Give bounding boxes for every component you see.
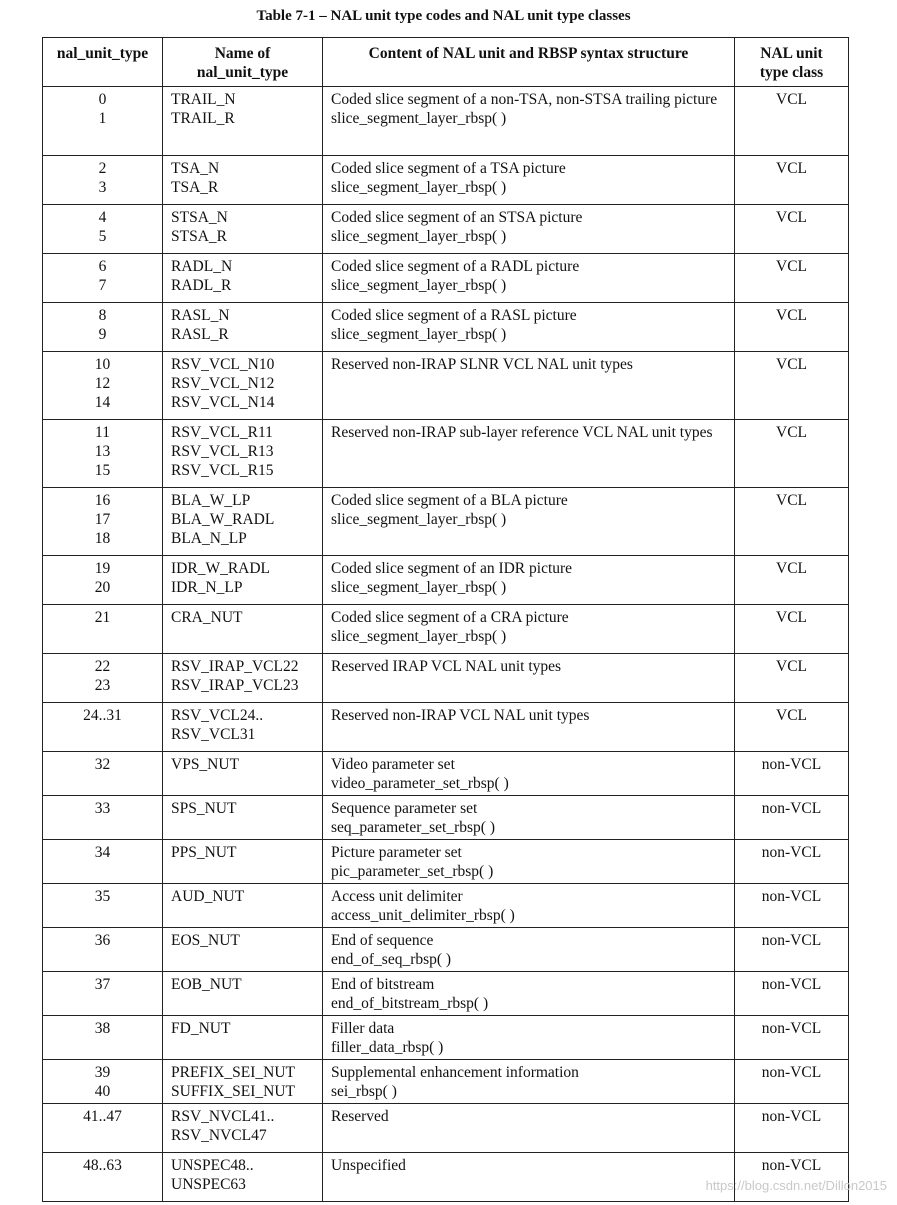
- nal-unit-name: RSV_VCL24..: [171, 707, 264, 724]
- type-class-cell: [735, 796, 849, 840]
- nal-unit-name: TRAIL_N: [171, 91, 236, 108]
- nal-unit-type-cell: [43, 928, 163, 972]
- content-cell: [323, 654, 735, 703]
- nal-unit-name-cell: [163, 1016, 323, 1060]
- type-class-cell: [735, 205, 849, 254]
- content-line: slice_segment_layer_rbsp( ): [331, 228, 507, 245]
- content-cell: [323, 352, 735, 420]
- type-class-value: non-VCL: [761, 976, 822, 993]
- nal-unit-name: RSV_IRAP_VCL22: [171, 658, 299, 675]
- nal-unit-name: RSV_VCL_R13: [171, 443, 274, 460]
- nal-unit-name: STSA_R: [171, 228, 227, 245]
- nal-unit-type-cell: [43, 1153, 163, 1202]
- nal-unit-name-cell: [163, 303, 323, 352]
- content-cell: [323, 605, 735, 654]
- content-cell: [323, 1060, 735, 1104]
- nal-unit-type-value: 24..31: [83, 707, 122, 724]
- nal-unit-type-value: 41..47: [83, 1108, 122, 1125]
- header-name: [163, 38, 323, 87]
- nal-unit-type-value: 48..63: [83, 1157, 122, 1174]
- content-line: Coded slice segment of a TSA picture: [331, 160, 566, 177]
- nal-unit-type-cell: [43, 796, 163, 840]
- nal-unit-name: UNSPEC48..: [171, 1157, 254, 1174]
- content-line: Picture parameter set: [331, 844, 462, 861]
- type-class-value: VCL: [776, 91, 807, 108]
- header-class-label-2: type class: [759, 64, 824, 81]
- type-class-cell: [735, 420, 849, 488]
- header-nal-unit-type: [43, 38, 163, 87]
- content-cell: [323, 1153, 735, 1202]
- table-row: [43, 605, 849, 654]
- nal-unit-type-cell: [43, 205, 163, 254]
- nal-unit-type-cell: [43, 752, 163, 796]
- table-row: [43, 1060, 849, 1104]
- type-class-cell: [735, 254, 849, 303]
- type-class-cell: [735, 1060, 849, 1104]
- nal-unit-type-value: 32: [94, 756, 111, 773]
- nal-unit-name-cell: [163, 752, 323, 796]
- nal-unit-type-value: 16: [94, 492, 111, 509]
- table-row: [43, 1104, 849, 1153]
- table-row: [43, 928, 849, 972]
- type-class-value: non-VCL: [761, 1020, 822, 1037]
- nal-unit-type-cell: [43, 303, 163, 352]
- nal-unit-name-cell: [163, 654, 323, 703]
- content-cell: [323, 703, 735, 752]
- content-line: End of sequence: [331, 932, 434, 949]
- header-name-label-2: nal_unit_type: [196, 64, 289, 81]
- content-cell: [323, 840, 735, 884]
- content-line: Unspecified: [331, 1157, 406, 1174]
- type-class-value: VCL: [776, 707, 807, 724]
- table-row: [43, 654, 849, 703]
- nal-unit-type-cell: [43, 420, 163, 488]
- type-class-cell: [735, 1016, 849, 1060]
- table-row: [43, 1016, 849, 1060]
- content-line: access_unit_delimiter_rbsp( ): [331, 907, 515, 924]
- content-cell: [323, 752, 735, 796]
- watermark-url: https://blog.csdn.net/Dillon2015: [705, 1178, 887, 1193]
- nal-unit-name: IDR_W_RADL: [171, 560, 271, 577]
- header-class: [735, 38, 849, 87]
- type-class-cell: [735, 605, 849, 654]
- nal-unit-name: TSA_R: [171, 179, 219, 196]
- nal-unit-name-cell: [163, 884, 323, 928]
- type-class-value: VCL: [776, 160, 807, 177]
- content-line: Reserved: [331, 1108, 389, 1125]
- content-line: Coded slice segment of a non-TSA, non-STSA trailing picture: [331, 91, 718, 108]
- content-cell: [323, 488, 735, 556]
- type-class-value: non-VCL: [761, 844, 822, 861]
- nal-unit-name: BLA_W_RADL: [171, 511, 275, 528]
- nal-unit-type-value: 18: [94, 530, 111, 547]
- nal-unit-type-value: 8: [98, 307, 107, 324]
- content-line: End of bitstream: [331, 976, 435, 993]
- content-line: slice_segment_layer_rbsp( ): [331, 110, 507, 127]
- type-class-cell: [735, 87, 849, 156]
- nal-unit-type-cell: [43, 972, 163, 1016]
- nal-unit-name: TRAIL_R: [171, 110, 235, 127]
- nal-unit-type-value: 4: [98, 209, 107, 226]
- nal-unit-name: RSV_VCL_N10: [171, 356, 275, 373]
- content-line: Reserved non-IRAP VCL NAL unit types: [331, 707, 590, 724]
- type-class-cell: [735, 556, 849, 605]
- content-cell: [323, 796, 735, 840]
- content-line: slice_segment_layer_rbsp( ): [331, 277, 507, 294]
- content-cell: [323, 884, 735, 928]
- content-line: Coded slice segment of a BLA picture: [331, 492, 568, 509]
- table-header-row: [43, 38, 849, 87]
- nal-unit-name: RSV_VCL_N14: [171, 394, 275, 411]
- table-body: [43, 87, 849, 1202]
- table-row: [43, 556, 849, 605]
- nal-unit-name: RSV_NVCL41..: [171, 1108, 275, 1125]
- nal-unit-type-cell: [43, 605, 163, 654]
- nal-unit-type-value: 1: [98, 110, 107, 127]
- type-class-cell: [735, 840, 849, 884]
- type-class-value: non-VCL: [761, 888, 822, 905]
- content-line: Filler data: [331, 1020, 395, 1037]
- nal-unit-name-cell: [163, 972, 323, 1016]
- nal-unit-name: CRA_NUT: [171, 609, 243, 626]
- type-class-value: VCL: [776, 209, 807, 226]
- nal-unit-name-cell: [163, 488, 323, 556]
- table-row: [43, 796, 849, 840]
- nal-unit-type-value: 2: [98, 160, 107, 177]
- content-cell: [323, 87, 735, 156]
- table-row: [43, 884, 849, 928]
- content-line: sei_rbsp( ): [331, 1083, 397, 1100]
- table-row: [43, 352, 849, 420]
- nal-unit-name: RASL_N: [171, 307, 230, 324]
- table-row: [43, 254, 849, 303]
- table-row: [43, 156, 849, 205]
- nal-unit-type-value: 0: [98, 91, 107, 108]
- type-class-cell: [735, 303, 849, 352]
- content-line: pic_parameter_set_rbsp( ): [331, 863, 494, 880]
- nal-unit-name-cell: [163, 87, 323, 156]
- nal-unit-type-value: 15: [94, 462, 111, 479]
- type-class-value: VCL: [776, 658, 807, 675]
- table-row: [43, 752, 849, 796]
- header-name-label-1: Name of: [214, 45, 271, 62]
- table-row: [43, 205, 849, 254]
- nal-unit-type-cell: [43, 352, 163, 420]
- nal-unit-type-cell: [43, 1104, 163, 1153]
- nal-unit-name: RSV_VCL_N12: [171, 375, 275, 392]
- nal-unit-type-value: 33: [94, 800, 111, 817]
- content-line: Access unit delimiter: [331, 888, 463, 905]
- nal-unit-name: RSV_NVCL47: [171, 1127, 267, 1144]
- content-line: Coded slice segment of a CRA picture: [331, 609, 569, 626]
- type-class-value: VCL: [776, 424, 807, 441]
- nal-unit-name: BLA_N_LP: [171, 530, 247, 547]
- content-line: Reserved IRAP VCL NAL unit types: [331, 658, 562, 675]
- table-caption: Table 7-1 – NAL unit type codes and NAL unit type classes: [256, 8, 631, 24]
- table-row: [43, 303, 849, 352]
- nal-unit-name: RSV_IRAP_VCL23: [171, 677, 299, 694]
- nal-unit-name: RSV_VCL31: [171, 726, 256, 743]
- nal-unit-type-cell: [43, 654, 163, 703]
- type-class-value: non-VCL: [761, 1064, 822, 1081]
- content-line: seq_parameter_set_rbsp( ): [331, 819, 495, 836]
- nal-unit-name: BLA_W_LP: [171, 492, 251, 509]
- type-class-value: non-VCL: [761, 932, 822, 949]
- nal-unit-type-value: 12: [94, 375, 111, 392]
- nal-unit-name-cell: [163, 1104, 323, 1153]
- header-content: [323, 38, 735, 87]
- table-row: [43, 840, 849, 884]
- nal-unit-type-cell: [43, 156, 163, 205]
- nal-unit-name-cell: [163, 254, 323, 303]
- table-row: [43, 1153, 849, 1202]
- nal-unit-type-value: 13: [94, 443, 111, 460]
- content-cell: [323, 928, 735, 972]
- nal-unit-name-cell: [163, 352, 323, 420]
- nal-unit-name-cell: [163, 556, 323, 605]
- nal-unit-type-value: 6: [98, 258, 107, 275]
- content-cell: [323, 1104, 735, 1153]
- nal-unit-type-value: 23: [94, 677, 111, 694]
- content-line: end_of_seq_rbsp( ): [331, 951, 452, 968]
- nal-unit-name: IDR_N_LP: [171, 579, 243, 596]
- nal-unit-type-value: 36: [94, 932, 111, 949]
- type-class-cell: [735, 703, 849, 752]
- table-row: [43, 972, 849, 1016]
- nal-unit-name-cell: [163, 420, 323, 488]
- type-class-value: VCL: [776, 560, 807, 577]
- nal-unit-name: PPS_NUT: [171, 844, 237, 861]
- content-cell: [323, 1016, 735, 1060]
- table-row: [43, 420, 849, 488]
- nal-unit-name-cell: [163, 205, 323, 254]
- content-cell: [323, 972, 735, 1016]
- nal-unit-name-cell: [163, 1153, 323, 1202]
- nal-unit-type-value: 14: [94, 394, 111, 411]
- content-line: Video parameter set: [331, 756, 455, 773]
- content-line: Coded slice segment of a RASL picture: [331, 307, 577, 324]
- content-line: slice_segment_layer_rbsp( ): [331, 326, 507, 343]
- table-row: [43, 87, 849, 156]
- type-class-cell: [735, 156, 849, 205]
- nal-unit-name: RADL_R: [171, 277, 232, 294]
- nal-unit-type-cell: [43, 703, 163, 752]
- nal-unit-name: FD_NUT: [171, 1020, 231, 1037]
- content-line: slice_segment_layer_rbsp( ): [331, 628, 507, 645]
- type-class-cell: [735, 1153, 849, 1202]
- nal-unit-type-value: 3: [98, 179, 107, 196]
- nal-unit-name: RADL_N: [171, 258, 233, 275]
- nal-unit-type-value: 7: [98, 277, 107, 294]
- type-class-value: VCL: [776, 258, 807, 275]
- content-cell: [323, 205, 735, 254]
- content-line: end_of_bitstream_rbsp( ): [331, 995, 489, 1012]
- content-line: Reserved non-IRAP sub-layer reference VCL NAL unit types: [331, 424, 713, 441]
- content-line: Coded slice segment of an STSA picture: [331, 209, 583, 226]
- nal-unit-name: SUFFIX_SEI_NUT: [171, 1083, 296, 1100]
- nal-unit-name: PREFIX_SEI_NUT: [171, 1064, 296, 1081]
- nal-unit-name: RSV_VCL_R11: [171, 424, 273, 441]
- content-line: slice_segment_layer_rbsp( ): [331, 579, 507, 596]
- nal-unit-type-cell: [43, 840, 163, 884]
- nal-unit-type-cell: [43, 488, 163, 556]
- nal-unit-type-value: 20: [94, 579, 111, 596]
- content-line: Sequence parameter set: [331, 800, 478, 817]
- nal-unit-type-cell: [43, 884, 163, 928]
- content-line: video_parameter_set_rbsp( ): [331, 775, 509, 792]
- header-class-label-1: NAL unit: [760, 45, 823, 62]
- nal-unit-type-table: [42, 37, 849, 1202]
- content-cell: [323, 303, 735, 352]
- nal-unit-type-value: 5: [98, 228, 107, 245]
- type-class-cell: [735, 1104, 849, 1153]
- header-code-label: nal_unit_type: [56, 45, 149, 62]
- nal-unit-type-value: 38: [94, 1020, 111, 1037]
- type-class-cell: [735, 972, 849, 1016]
- content-cell: [323, 556, 735, 605]
- type-class-value: VCL: [776, 307, 807, 324]
- nal-unit-type-value: 11: [95, 424, 110, 441]
- content-line: Coded slice segment of an IDR picture: [331, 560, 573, 577]
- type-class-cell: [735, 654, 849, 703]
- content-cell: [323, 156, 735, 205]
- content-line: Supplemental enhancement information: [331, 1064, 579, 1081]
- nal-unit-name: STSA_N: [171, 209, 228, 226]
- table-row: [43, 703, 849, 752]
- header-content-label: Content of NAL unit and RBSP syntax structure: [368, 45, 689, 62]
- type-class-value: non-VCL: [761, 1157, 822, 1174]
- nal-unit-name: EOS_NUT: [171, 932, 240, 949]
- nal-unit-name: VPS_NUT: [171, 756, 240, 773]
- content-line: slice_segment_layer_rbsp( ): [331, 179, 507, 196]
- nal-unit-type-value: 21: [94, 609, 111, 626]
- nal-unit-type-value: 19: [94, 560, 111, 577]
- nal-unit-name: RSV_VCL_R15: [171, 462, 274, 479]
- nal-unit-type-value: 39: [94, 1064, 111, 1081]
- nal-unit-type-value: 40: [94, 1083, 111, 1100]
- nal-unit-name: UNSPEC63: [171, 1176, 246, 1193]
- type-class-value: VCL: [776, 609, 807, 626]
- type-class-value: non-VCL: [761, 800, 822, 817]
- nal-unit-type-value: 34: [94, 844, 111, 861]
- nal-unit-type-cell: [43, 254, 163, 303]
- nal-unit-name: SPS_NUT: [171, 800, 237, 817]
- content-cell: [323, 420, 735, 488]
- nal-unit-name-cell: [163, 796, 323, 840]
- nal-unit-name-cell: [163, 156, 323, 205]
- type-class-cell: [735, 488, 849, 556]
- nal-unit-type-cell: [43, 87, 163, 156]
- type-class-cell: [735, 884, 849, 928]
- nal-unit-type-value: 17: [94, 511, 111, 528]
- type-class-cell: [735, 352, 849, 420]
- content-line: filler_data_rbsp( ): [331, 1039, 444, 1056]
- nal-unit-type-cell: [43, 1016, 163, 1060]
- type-class-cell: [735, 928, 849, 972]
- nal-unit-name-cell: [163, 928, 323, 972]
- nal-unit-name-cell: [163, 703, 323, 752]
- nal-unit-name: RASL_R: [171, 326, 229, 343]
- content-line: Reserved non-IRAP SLNR VCL NAL unit types: [331, 356, 633, 373]
- type-class-value: VCL: [776, 356, 807, 373]
- nal-unit-name: EOB_NUT: [171, 976, 242, 993]
- nal-unit-name-cell: [163, 605, 323, 654]
- nal-unit-type-value: 9: [98, 326, 107, 343]
- type-class-cell: [735, 752, 849, 796]
- table-row: [43, 488, 849, 556]
- nal-unit-name-cell: [163, 840, 323, 884]
- nal-unit-type-cell: [43, 556, 163, 605]
- type-class-value: non-VCL: [761, 1108, 822, 1125]
- type-class-value: non-VCL: [761, 756, 822, 773]
- nal-unit-type-value: 22: [94, 658, 111, 675]
- nal-unit-name-cell: [163, 1060, 323, 1104]
- content-line: Coded slice segment of a RADL picture: [331, 258, 580, 275]
- nal-unit-name: AUD_NUT: [171, 888, 245, 905]
- nal-unit-type-cell: [43, 1060, 163, 1104]
- content-cell: [323, 254, 735, 303]
- content-line: slice_segment_layer_rbsp( ): [331, 511, 507, 528]
- type-class-value: VCL: [776, 492, 807, 509]
- nal-unit-type-value: 35: [94, 888, 111, 905]
- nal-unit-type-value: 37: [94, 976, 111, 993]
- nal-unit-name: TSA_N: [171, 160, 220, 177]
- nal-unit-type-value: 10: [94, 356, 111, 373]
